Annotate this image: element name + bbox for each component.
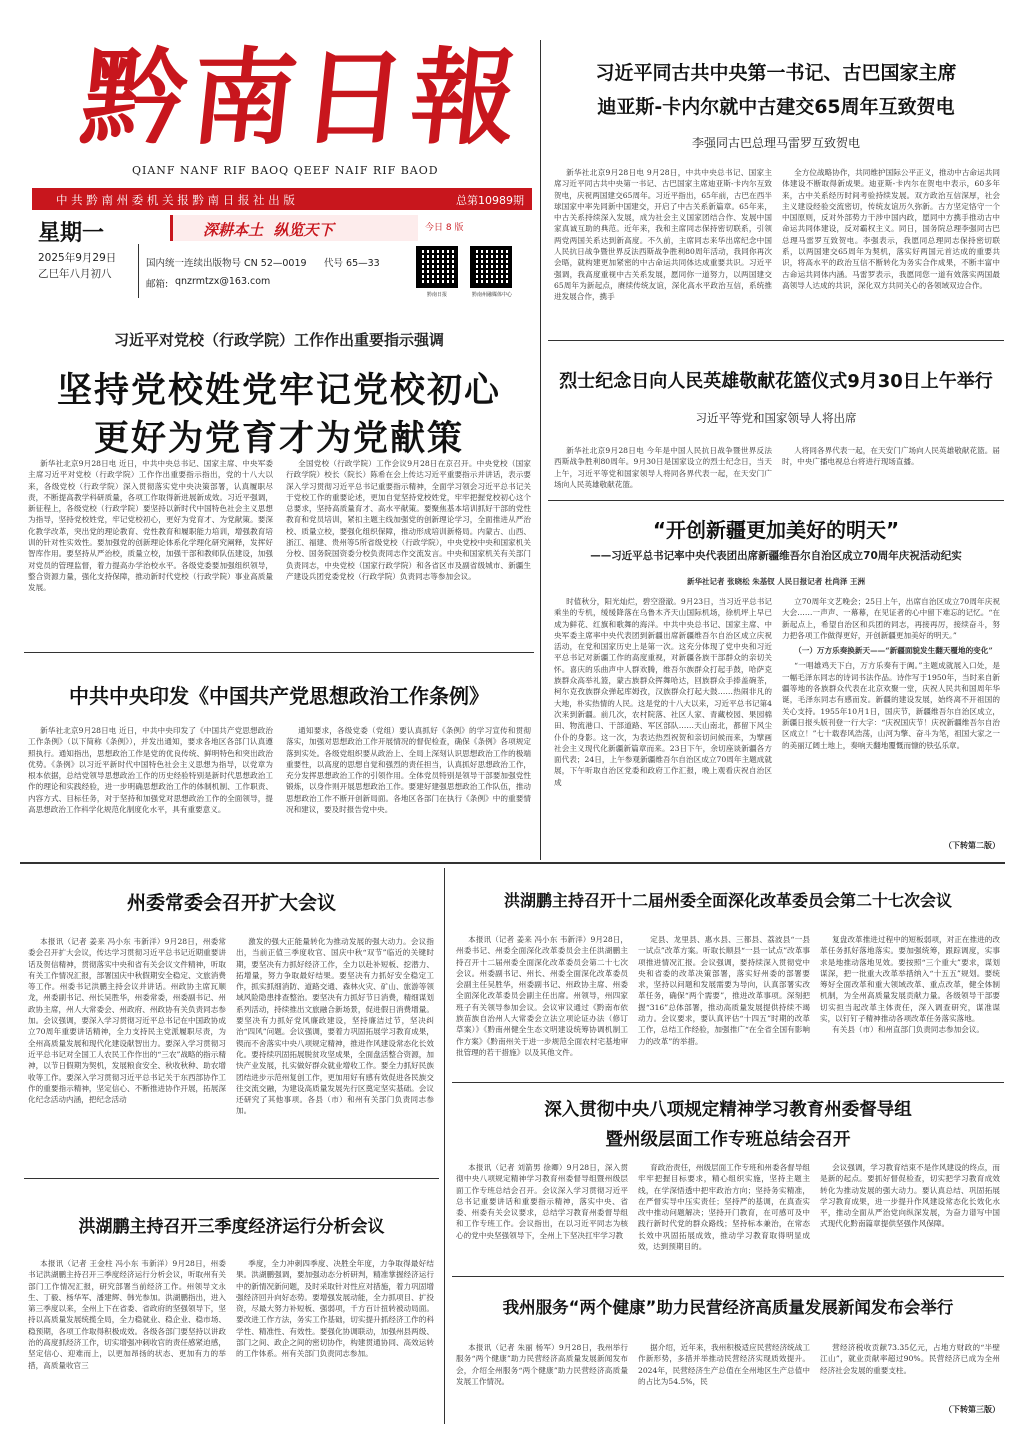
issue-number: 总第10989期 [456,194,524,207]
story-martyrs-col2 [782,445,1000,490]
email[interactable]: qnzrmtzx@163.com [175,276,271,287]
story-regulations-text2: 通知要求，各级党委（党组）要认真抓好《条例》的学习宣传和贯彻落实，加强对思想政治工作开展情况的督促检查，确保《条例》各项规定落到实处。各级党组织要从政治上、全局上深刻认识思想政治工作的极端重要性，以高度的思想自觉和强烈的责任担当，认真抓好思想政治工作，充分发挥思想政治工作的引领作用。全体党员特别是领导干部要加强党性锻炼，以身作则开展思想政治工作。要建好建强思想政治工作队伍，推动思想政治工作不断开创新局面。各地区各部门在执行《条例》中的重要情况和建议，要及时报告党中央。 [286,726,531,815]
story-cuba-title-line1: 习近平同古共中央第一书记、古巴国家主席 [595,62,957,84]
column-divider-bottom [444,868,445,1424]
story-party-school-col2 [286,458,531,644]
story-regulations [24,660,534,860]
story-xinjiang-col1 [554,596,772,854]
story-eight-rules-col1 [456,1162,628,1266]
story-reform [452,870,1004,1080]
story-martyrs-col1 [554,445,772,490]
masthead-divider [138,244,139,298]
sponsor-bar [32,188,532,210]
rule-1 [548,340,1004,341]
masthead-title: 黔南日報 [75,36,529,159]
story-martyrs [548,365,1004,495]
story-regulations-col1 [28,725,273,857]
story-xinjiang-text3: “一唱雄鸡天下白，万方乐奏有于阗。”主题成就展入口处，是一幅毛泽东同志的诗词书法作品。诗作写于1950年，当时来自新疆等地的各族群众代表在北京欢聚一堂，庆祝人民共和国周年华诞，毛泽东同志有感而发。新疆的建设发展，始终离不开祖国的关心支持。1955年10月1日，国庆节，新疆维吾尔自治区成立，新疆日报头版刊登一行大字：“庆祝国庆节！庆祝新疆维吾尔自治区成立！”七十载春风浩荡，山河为擎、奋斗为笔，祖国大家之一的美丽辽阔土地上，奏响天翻地覆慨而慷的铁弘乐章。 [782,661,1000,750]
story-xinjiang-text1: 时值秋分，阳光灿烂，碧空澄澈。9月23日，当习近平总书记乘坐的专机，缓缓降落在乌鲁木齐天山国际机场，徐机坪上早已成为鲜花、红旗和歌舞的海洋。中共中央总书记、国家主席、中央军委主席率中央代表团到新疆出席新疆维吾尔自治区成立庆祝活动，在党和国家历史上是第一次。这充分体现了党中央和习近平总书记对新疆工作的高度重视，对新疆各族干部群众的亲切关怀。喜庆的乐曲声中人群欢腾，维吾尔族群众打起手鼓，哈萨克族群众高举礼篮，蒙古族群众挥舞哈达，回族群众手捧盖碗茶，柯尔克孜族群众弹起库姆孜，汉族群众打起大鼓……热闹非凡的大地，朴实热情的人民。这是党的十八大以来，习近平总书记第4次来到新疆。前几次，农村院落、社区人家、青藏校园、果园棉田、物流港口、干部道路、军区部队……天山南北，都留下风尘仆仆的身影。这一次，为表达热烈祝贺和亲切问候而来，为擘画社会主义现代化新疆新篇章而来。23日下午，余切座谈新疆各方面代表；24日，上午参观新疆维吾尔自治区成立70周年主题成就展，下午听取自治区党委和政府工作汇报，晚上观看庆祝自治区成 [554,597,772,787]
story-party-school-text2: 全国党校（行政学院）工作会议9月28日在京召开。中央党校（国家行政学院）校长（院长）陈希在会上传达习近平重要指示并讲话，表示要深入学习贯彻习近平总书记重要指示精神，全面学习领会习近平总书记关于党校工作的重要论述，更加自觉坚持党校姓党，牢牢把握党校初心这个总要求，坚持高质量育才、高水平献策。要聚焦基本培训抓好干部的党性教育和党员培训，紧扣主题主线加强党的创新理论学习，全面推进从严治校、质量立校，要强化组织保障，推动形成培训新格局。内蒙古、山西、浙江、福建、贵州等5所省级党校（行政学院），中央党校中央和国家机关分校、国务院国资委分校负责同志作交流发言。中央和国家机关有关部门负责同志，中央党校（国家行政学院）和各省区市及副省级城市、新疆生产建设兵团党委党校（行政学院）负责同志等参加会议。 [286,459,531,581]
story-party-school-title-line1: 坚持党校姓党牢记党校初心 [56,370,501,411]
story-regulations-title: 中共中央印发《中国共产党思想政治工作条例》 [69,684,489,708]
story-party-school-kicker: 习近平对党校（行政学院）工作作出重要指示强调 [113,331,444,349]
story-eight-rules-text1: 本报讯（记者 刘箭男 徐卿）9月28日，深入贯彻中央八项规定精神学习教育州委督导组暨州级层面工作专班总结会召开。会议深入学习贯彻习近平总书记重要讲话和重要指示精神，落实中央、省委、州委有关会议要求，总结学习教育州委督导组和工作专班工作。会议指出，在以习近平同志为核心的党中央坚强领导下，全州上下坚决扛牢学习教 [456,1163,628,1240]
story-regulations-col2 [286,725,531,857]
rule-4 [452,1082,1004,1083]
masthead-pinyin: QIANF NANF RIF BAOQ QEEF NAIF RIF BAOD [132,164,439,177]
story-eight-rules-title-line1: 深入贯彻中央八项规定精神学习教育州委督导组 [544,1100,912,1120]
story-cuba [548,52,1004,332]
story-cuba-col1 [554,167,772,325]
story-q3-economy-col2 [236,1258,434,1420]
story-martyrs-title: 烈士纪念日向人民英雄敬献花篮仪式9月30日上午举行 [559,371,993,392]
story-private-economy-text1: 本报讯（记者 朱丽 杨军）9月28日，我州举行服务“两个健康”助力民营经济高质量发展新闻发布会，介绍全州服务“两个健康”助力民营经济高质量发展工作情况。 [456,1343,628,1386]
cn-number: 国内统一连续出版物号 CN 52—0019 [146,258,307,269]
story-reform-col3 [820,934,1000,1076]
story-party-school-text1: 新华社北京9月28日电 近日，中共中央总书记、国家主席、中央军委主席习近平对党校（行政学院）工作作出重要指示指出，党的十八大以来，各级党校（行政学院）深入贯彻落实党中央决策部署，认真履职尽责，不断提高教学科研质量，各项工作取得新进展新成效。习近平强调，新征程上，各级党校（行政学院）要坚持以新时代中国特色社会主义思想为指导，坚持党校姓党，牢记党校初心，更好为党育才、为党献策。要深化教学改革，突出党的理论教育、党性教育和履职能力培训，增强教育培训的针对性实效性。要加强党的创新理论体系化学理化研究阐释，发挥好智库作用。要坚持从严治校，质量立校，加强干部和教师队伍建设，加强对党员的管理监督，着力提高办学治校水平。各级党委要加强组织领导，整合资源力量，强化支持保障，推动新时代党校（行政学院）事业高质量发展。 [28,459,273,593]
story-cuba-subtitle: 李强同古巴总理马雷罗互致贺电 [691,136,860,150]
story-cuba-text1: 新华社北京9月28日电 9月28日，中共中央总书记、国家主席习近平同古共中央第一书记、古巴国家主席迪亚斯-卡内尔互致贺电，庆祝两国建交65周年。习近平指出，65年前，古巴在西半球国家中率先同新中国建交，开启了中古关系新篇章。65年来，中古关系持续深入发展，成为社会主义国家团结合作、发展中国家真诚互助的典范。近年来，我和主席同志保持密切联系，引领两党两国关系达到新高度。不久前，主席同志来华出席纪念中国人民抗日战争暨世界反法西斯战争胜利80周年活动，我同你再次会晤，就构建更加紧密的中古命运共同体达成重要共识。习近平强调，我高度重视中古关系发展，愿同你一道努力，以两国建交65周年为新起点，赓续传统友谊，深化高水平政治互信，系统推进发展合作，携手 [554,168,772,302]
story-reform-text1: 本报讯（记者 姜来 冯小东 韦新洋）9月28日，州委书记、州委全面深化改革委员会主任洪湖鹏主持召开十二届州委全面深化改革委员会第二十七次会议。州委副书记、州长、州委全面深化改革委员会副主任吴胜华，州委副书记、州政协主席、州委全面深化改革委员会副主任出席。州领导，州四家班子有关领导参加会议。会议审议通过《黔南布依族苗族自治州人大常委会立法立项论证办法（修订草案）》《黔南州健全生态文明建设统筹协调机制工作方案》《黔南州关于进一步规范全面农村宅基地审批管理的若干措施》以及其他文件。 [456,935,628,1057]
story-private-economy-continued[interactable]: （下转第三版） [944,1405,1000,1414]
story-private-economy-text3: 营经济税收贡献73.35亿元，占地方财政的“半壁江山”，就业贡献率超过90%。民营经济已成为全州经济社会发展的重要支柱。 [820,1343,1000,1375]
story-private-economy [452,1282,1004,1422]
story-xinjiang [548,508,1004,858]
story-martyrs-subtitle: 习近平等党和国家领导人将出席 [695,411,857,425]
story-reform-col1 [456,934,628,1076]
story-private-economy-col1 [456,1342,628,1416]
story-xinjiang-section-head: （一）万方乐奏换新天——“新疆面貌发生翻天覆地的变化” [794,646,993,656]
qr-code-1[interactable] [416,246,458,288]
column-divider-top [540,40,541,860]
story-party-school-title-line2: 更好为党育才为党献策 [93,418,464,459]
story-cuba-col2 [782,167,1000,325]
qr-code-2[interactable] [470,246,512,288]
story-private-economy-text2: 据介绍，近年来，我州积极适应民营经济统战工作新形势，多措并举推动民营经济实现质效提升。2024年，民营经济生产总值在全州地区生产总值中的占比为54.5%，民 [638,1343,810,1386]
story-standing-committee-col1 [28,936,226,1166]
story-reform-col2 [638,934,810,1076]
story-private-economy-title: 我州服务“两个健康”助力民营经济高质量发展新闻发布会举行 [502,1298,954,1317]
story-eight-rules-text3: 会议强调，学习教育结束不是作风建设的终点，而是新的起点。要抓好督促检查，切实把学习教育成效转化为推动发展的强大动力。要认真总结、巩固拓展学习教育成果，进一步提升作风建设常态化长效化水平，推动全面从严治党向纵深发展，为奋力谱写中国式现代化黔南篇章提供坚强作风保障。 [820,1163,1000,1229]
story-eight-rules-col3 [820,1162,1000,1266]
story-party-school [24,325,534,650]
story-xinjiang-subtitle: ——习近平总书记率中央代表团出席新疆维吾尔自治区成立70周年庆祝活动纪实 [590,550,962,562]
story-regulations-text1: 新华社北京9月28日电 近日，中共中央印发了《中国共产党思想政治工作条例》（以下简称《条例》），并发出通知，要求各地区各部门认真遵照执行。通知指出，思想政治工作是党的优良传统、鲜明特色和突出政治优势。《条例》以习近平新时代中国特色社会主义思想为指导，以党章为根本依据，总结党领导思想政治工作的历史经验特别是新时代思想政治工作的理论和实践经验，进一步明确思想政治工作的体制机制、工作职责、内容方式、目标任务，对于坚持和加强党对思想政治工作的全面领导，提高思想政治工作科学化规范化制度化水平，具有重要意义。 [28,726,273,815]
story-standing-committee-col2 [236,936,434,1166]
story-standing-committee-text2: 激发的强大正能量转化为推动发展的强大动力。会议指出，当前正值三季度收官、国庆中秋“双节”临近的关键时期，要坚决有力抓好经济工作，全力以赴补短板、挖潜力、拓增量，努力争取最好结果。要坚决有力抓好安全稳定工作，抓实抓细消防、道路交通、森林火灾、矿山、旅游等领域风险隐患排查整治。要坚决有力抓好节日消费，精细谋划系列活动，持续推出文旅融合新场景，促进假日消费增量。要坚决有力抓好党风廉政建设，坚持廉洁过节，坚决纠治“四风”问题。会议强调，要着力巩固拓展学习教育成果，锲而不舍落实中央八项规定精神，推进作风建设常态化长效化。要持续巩固拓展脱贫攻坚成果，全面盘活整合资源，加快产业发展，扎实做好群众就业增收工作。要全力抓好民族团结进步示范州复创工作，更加用好有感有效促进各民族交往交流交融，为建设高质量发展先行区奠定坚实基础。会议还研究了其他事项。各县（市）和州有关部门负责同志参加。 [236,937,434,1116]
rule-3 [24,652,534,653]
story-reform-text3: 复盘改革推进过程中的短板弱项，对正在推进的改革任务抓好落地落实。要加强统筹，跟踪调度，实事求是地推动落地见效。要按照“三个重大”要求，谋划谋深，把一批重大改革举措纳入“十五五”规划。要统筹好全面改革和重大领域改革、重点改革，健全体制机制，为全州高质量发展贡献力量。各级领导干部要切实担当起改革主体责任，深入调查研究，谋准谋实，以钉钉子精神推动各项改革任务落实落地。 [820,935,1000,1024]
rule-6 [24,1178,439,1179]
story-eight-rules-title-line2: 暨州级层面工作专班总结会召开 [605,1130,851,1150]
story-q3-economy [24,1186,439,1426]
story-cuba-text2: 全方位战略协作，共同维护国际公平正义，推动中古命运共同体建设不断取得新成果。迪亚斯-卡内尔在贺电中表示，60多年来，古中关系经历时间考验持续发展。双方政治互信深厚，社会主义建设经验交流密切，传统友谊历久弥新。古方坚定恪守一个中国原则，反对外部势力干涉中国内政，愿同中方携手推动古中命运共同体建设，反对霸权主义。同日，国务院总理李强同古巴总理马雷罗互致贺电。李强表示，我愿同总理同志保持密切联系，以两国建交65周年为契机，落实好两国元首达成的重要共识，将高水平的政治互信不断转化为务实合作成果，不断丰富中古命运共同体内涵。马雷罗表示，我愿同您一道有效落实两国最高领导人达成的共识，深化双方共同关心的各领域双边合作。 [782,168,1000,290]
qr1-caption: 黔南日报 [426,292,447,298]
weekday: 星期一 [38,221,105,246]
story-q3-economy-text1: 本报讯（记者 王金柱 冯小东 韦新洋）9月28日，州委书记洪湖鹏主持召开三季度经济运行分析会议，听取州有关部门工作情况汇报，研究部署当前经济工作。州领导文永生、丁毅、杨华军、潘建辉、韩光参加。洪湖鹏指出，进入第三季度以来，全州上下在省委、省政府的坚强领导下，坚持以高质量发展统揽全局，全力稳就业、稳企业、稳市场、稳预期，各项工作取得积极成效。各级各部门要坚持以讲政治的高度抓经济工作，切实增强冲刺收官的责任感紧迫感，坚定信心、迎难而上，以更加昂扬的状态、更加有力的举措，高质量收官三 [28,1259,226,1370]
story-q3-economy-col1 [28,1258,226,1420]
story-q3-economy-title: 洪湖鹏主持召开三季度经济运行分析会议 [78,1217,385,1237]
story-xinjiang-col2 [782,596,1000,854]
rule-5 [452,1276,1004,1277]
story-reform-title: 洪湖鹏主持召开十二届州委全面深化改革委员会第二十七次会议 [503,891,952,910]
story-xinjiang-text2: 立70周年文艺晚会；25日上午，出席自治区成立70周年庆祝大会……一声声、一幕幕，在见证者的心中留下难忘的记忆。“在新起点上，希望自治区和兵团的同志，再接再厉，接续奋斗，努力把各项工作做得更好，开创新疆更加美好的明天。” [782,597,1000,640]
rule-2 [548,500,1004,501]
story-xinjiang-title: “开创新疆更加美好的明天” [652,518,900,542]
email-label: 邮箱: [146,279,169,290]
sponsor-text: 中 共 黔 南 州 委 机 关 报 黔 南 日 报 社 出 版 [56,193,295,207]
lunar-date: 乙巳年八月初八 [38,268,112,280]
story-martyrs-text2: 人将同各界代表一起，在天安门广场向人民英雄敬献花篮。届时，中央广播电视总台将进行现场直播。 [782,446,1000,467]
section-separator [20,862,1005,864]
story-xinjiang-byline: 新华社记者 张晓松 朱基钗 人民日报记者 杜尚泽 王洲 [686,577,866,586]
story-standing-committee-title: 州委常委会召开扩大会议 [126,892,336,914]
story-private-economy-col2 [638,1342,810,1416]
story-q3-economy-text2: 季度，全力冲刺四季度、决胜全年度，力争取得最好结果。洪湖鹏强调，要加强动态分析研判，精准掌握经济运行中的新情况新问题，及时采取针对性应对措施，着力巩固增强经济回升向好态势。要增强发展动能，全力抓项目、扩投资，尽最大努力补短板、强弱项，千方百计扭转被动局面。要改进工作方法，务实工作基础，切实提升抓经济工作的科学性、精准性、有效性。要强化协调联动，加强州县两级、部门之间、政企之间的密切协作，构建贯通协同、高效运转的工作体系。州有关部门负责同志参加。 [236,1259,434,1359]
story-eight-rules-text2: 育政治责任，州级层面工作专班和州委各督导组牢牢把握目标要求，精心组织实施，坚持主题主线，在学深悟透中把牢政治方向；坚持务实精准，在严督实导中压实责任；坚持严的基调，在真查实改中推动问题解决；坚持开门教育，在可感可及中践行新时代党的群众路线；坚持标本兼治，在常态长效中巩固拓展成效，推动学习教育取得明显成效，达到预期目的。 [638,1163,810,1252]
slogan: 深耕本土 纵览天下 [203,221,334,239]
pages-tag: 今日 8 版 [425,223,464,233]
story-private-economy-col3 [820,1342,1000,1402]
slogan-banner [170,215,418,241]
masthead [20,12,535,322]
story-cuba-title-line2: 迪亚斯-卡内尔就中古建交65周年互致贺电 [597,96,955,118]
story-eight-rules-col2 [638,1162,810,1266]
story-xinjiang-continued[interactable]: （下转第二版） [944,841,1000,850]
post-code: 代号 65—33 [324,258,380,269]
story-reform-text2: 定县、龙里县、惠水县、三都县、荔波县“一县一试点”改革方案。听取长顺县“一县一试点”改革事项推进情况汇报。会议强调，要持续深入贯彻党中央和省委的改革决策部署，落实好州委的部署要求，坚持以问题和发展需要为导向，认真部署实改革任务，确保“两个需要”，推进改革事项。深刻把握“316”总体部署，推动高质量发展提供持续不竭动力。会议要求，要认真评估“十四五”时期的改革工作，总结工作经验，加强推广“在全省全国有影响力的改革”的举措。 [638,935,810,1046]
story-standing-committee-text1: 本报讯（记者 姜来 冯小东 韦新洋）9月28日，州委常委会召开扩大会议，传达学习贯彻习近平总书记近期重要讲话及贺信精神，贯彻落实中央和省有关会议文件精神，听取有关工作情况汇报，部署国庆中秋假期安全稳定、文旅消费等工作。州委书记洪鹏主持会议并讲话。州政协主席瓦顺龙，州委副书记、州长吴胜华，州委常委，州委副书记、州政协主席，州人大常委会、州政府、州政协有关负责同志参加。会议强调，要深入学习贯彻习近平总书记在中国政协成立70周年重要讲话精神，全力支持民主党派履职尽责，为全州高质量发展和现代化建设献智出力。要深入学习贯彻习近平总书记对全国工人农民工作作出的“三农”战略的指示精神，以节日假期为契机，发展粮食安全、秋收秋种、助农增收等工作。要深入学习贯彻习近平总书记关于东西部协作工作的重要指示精神，坚定信心、不断推进协作开展，拓展深化纪念活动内涵，把纪念活动 [28,937,226,1105]
story-standing-committee [24,870,439,1170]
qr2-caption: 黔南州融媒体中心 [471,292,512,298]
date: 2025年9月29日 [38,252,117,264]
story-party-school-col1 [28,458,273,644]
story-reform-text4: 有关县（市）和州直部门负责同志参加会议。 [832,1025,985,1035]
story-martyrs-text1: 新华社北京9月28日电 今年是中国人民抗日战争暨世界反法西斯战争胜利80周年。9月30日是国家设立的烈士纪念日，当天上午，习近平等党和国家领导人将同各界代表一起，在天安门广场向人民英雄敬献花篮。 [554,446,772,489]
story-eight-rules [452,1090,1004,1270]
